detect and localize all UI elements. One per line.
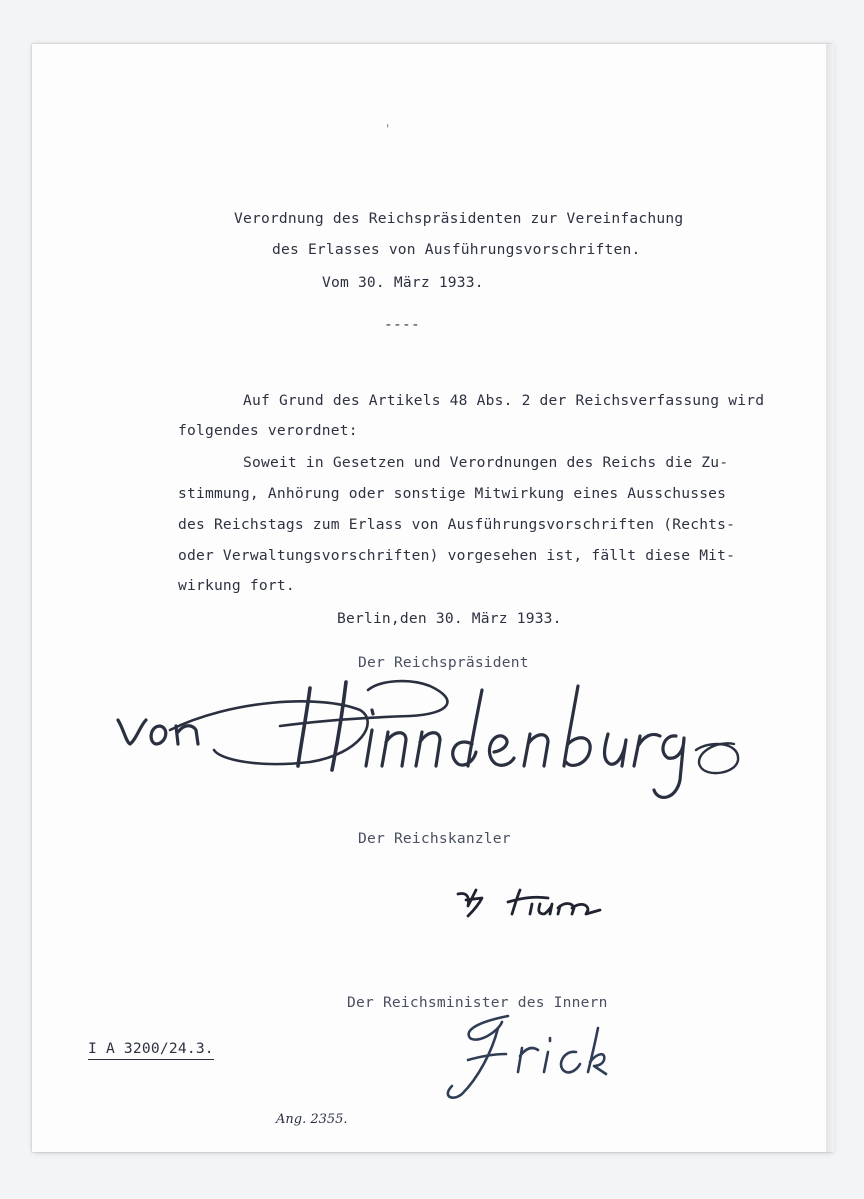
handwritten-reference: Ang. 2355. <box>276 1112 348 1127</box>
body-line-7: wirkung fort. <box>178 577 295 594</box>
body-line-6: oder Verwaltungsvorschriften) vorgesehen ist, fällt diese Mit- <box>178 547 736 564</box>
title-line-1: Verordnung des Reichspräsidenten zur Vereinfachung <box>234 210 684 227</box>
decree-date: Vom 30. März 1933. <box>322 274 484 291</box>
separator: ---- <box>384 316 420 333</box>
signatory-interior-minister-title: Der Reichsminister des Innern <box>347 994 608 1011</box>
body-line-2: folgendes verordnet: <box>178 422 358 439</box>
signatory-president-title: Der Reichspräsident <box>358 654 529 671</box>
frick-signature <box>438 1008 618 1108</box>
place-and-date: Berlin,den 30. März 1933. <box>337 610 562 627</box>
hindenburg-signature <box>110 670 750 810</box>
signatory-chancellor-title: Der Reichskanzler <box>358 830 511 847</box>
body-line-3: Soweit in Gesetzen und Verordnungen des Reichs die Zu- <box>243 454 729 471</box>
reference-number: I A 3200/24.3. <box>88 1040 214 1060</box>
body-line-5: des Reichstags zum Erlass von Ausführungsvorschriften (Rechts- <box>178 516 736 533</box>
body-line-4: stimmung, Anhörung oder sonstige Mitwirkung eines Ausschusses <box>178 485 727 502</box>
chancellor-signature <box>452 882 632 922</box>
sheet-edge <box>826 44 834 1152</box>
title-line-2: des Erlasses von Ausführungsvorschriften. <box>272 241 641 258</box>
body-line-1: Auf Grund des Artikels 48 Abs. 2 der Reichsverfassung wird <box>243 392 765 409</box>
reference-number-wrapper <box>70 1027 214 1056</box>
page-mark: ' <box>384 122 392 136</box>
